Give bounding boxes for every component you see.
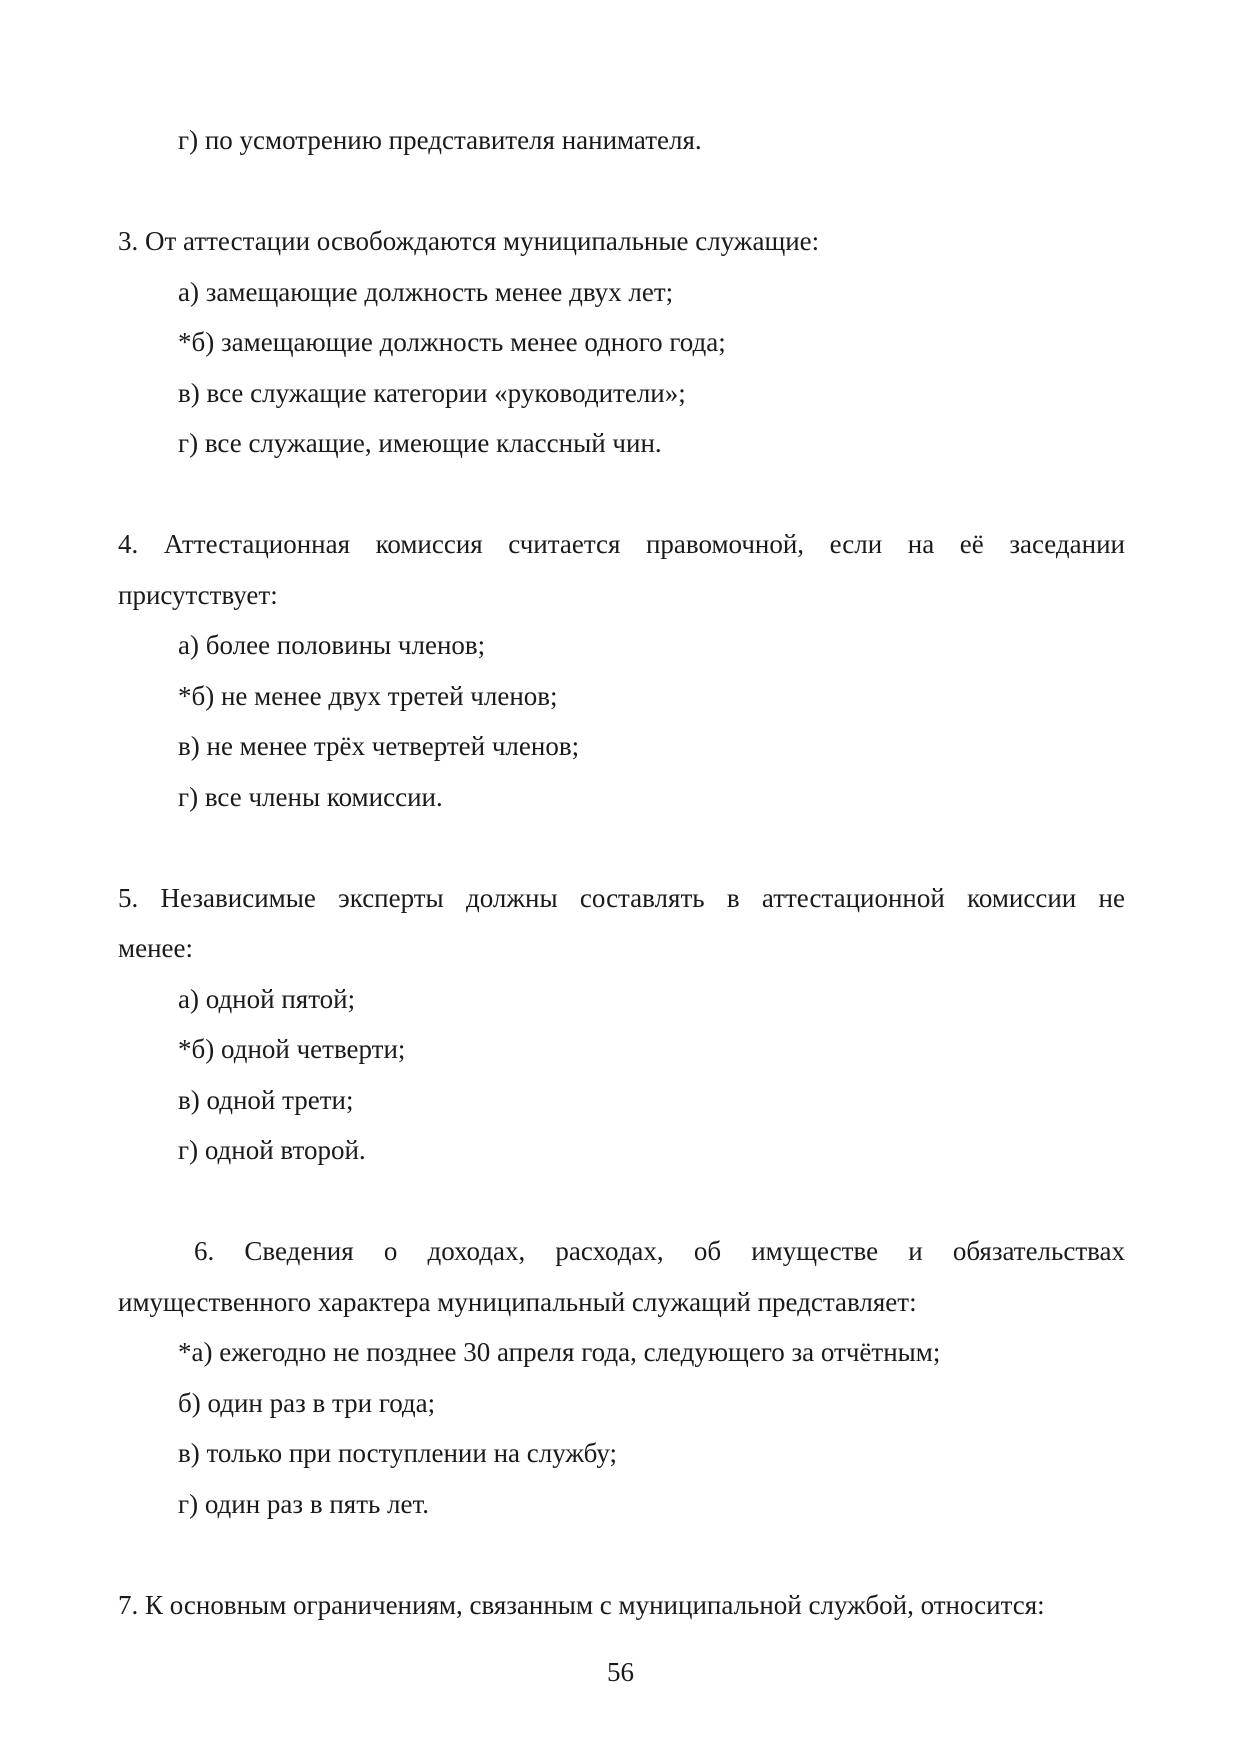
spacer	[118, 469, 1125, 520]
question-3	[118, 216, 1125, 469]
question-5-option-g: г) одной второй.	[178, 1135, 366, 1165]
question-3-option-a: а) замещающие должность менее двух лет;	[178, 276, 674, 307]
question-6-text-line2: имущественного характера муниципальный служащий представляет:	[118, 1286, 917, 1317]
question-5-option-a: а) одной пятой;	[178, 983, 356, 1014]
question-4-text-line1: 4. Аттестационная комиссия считается правомочной, если на её заседании	[118, 529, 1125, 559]
question-7-text: 7. К основным ограничениям, связанным с муниципальной службой, относится:	[118, 1589, 1045, 1620]
question-3-option-b: *б) замещающие должность менее одного года;	[178, 327, 726, 357]
page-content	[118, 115, 1125, 1630]
question-3-option-v: в) все служащие категории «руководители»;	[178, 377, 686, 408]
question-3-option-g: г) все служащие, имеющие классный чин.	[178, 428, 662, 458]
spacer	[118, 1176, 1125, 1227]
prev-question-option-g: г) по усмотрению представителя нанимателя.	[178, 125, 702, 155]
question-5-text-line1: 5. Независимые эксперты должны составлять в аттестационной комиссии не	[118, 882, 1125, 913]
question-6	[118, 1226, 1125, 1529]
question-5	[118, 873, 1125, 1176]
question-5-text-line2: менее:	[118, 933, 193, 963]
question-4-option-b: *б) не менее двух третей членов;	[178, 680, 558, 711]
question-3-text: 3. От аттестации освобождаются муниципальные служащие:	[118, 226, 820, 256]
question-4-option-g: г) все члены комиссии.	[178, 781, 443, 812]
question-4-option-v: в) не менее трёх четвертей членов;	[178, 731, 580, 761]
question-4-text-line2: присутствует:	[118, 579, 278, 610]
spacer	[118, 166, 1125, 217]
question-6-option-a: *а) ежегодно не позднее 30 апреля года, следующего за отчётным;	[178, 1337, 941, 1367]
spacer	[118, 1529, 1125, 1580]
question-6-option-g: г) один раз в пять лет.	[178, 1488, 430, 1519]
question-5-option-v: в) одной трети;	[178, 1084, 354, 1115]
question-6-text-line1: 6. Сведения о доходах, расходах, об имуществе и обязательствах	[194, 1236, 1125, 1266]
question-4	[118, 519, 1125, 822]
question-6-option-v: в) только при поступлении на службу;	[178, 1438, 618, 1468]
question-6-option-b: б) один раз в три года;	[178, 1387, 436, 1418]
page-number: 56	[607, 1657, 634, 1687]
question-7	[118, 1580, 1125, 1631]
question-4-option-a: а) более половины членов;	[178, 630, 486, 660]
question-5-option-b: *б) одной четверти;	[178, 1034, 406, 1064]
spacer	[118, 822, 1125, 873]
